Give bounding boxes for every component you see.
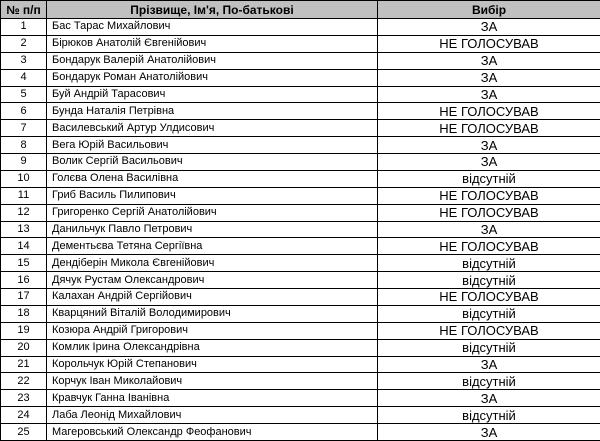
vote-value: НЕ ГОЛОСУВАВ: [378, 35, 600, 52]
row-number: 22: [1, 373, 47, 390]
deputy-name: Василевський Артур Улдисович: [47, 120, 378, 137]
deputy-name: Гриб Василь Пилипович: [47, 187, 378, 204]
row-number: 18: [1, 305, 47, 322]
deputy-name: Калахан Андрій Сергійович: [47, 289, 378, 306]
deputy-name: Козюра Андрій Григорович: [47, 322, 378, 339]
vote-value: НЕ ГОЛОСУВАВ: [378, 187, 600, 204]
deputy-name: Буй Андрій Тарасович: [47, 86, 378, 103]
column-header-number: № п/п: [1, 1, 47, 19]
table-row: [1, 255, 600, 272]
vote-value: ЗА: [378, 52, 600, 69]
row-number: 20: [1, 339, 47, 356]
vote-value: НЕ ГОЛОСУВАВ: [378, 103, 600, 120]
vote-value: відсутній: [378, 305, 600, 322]
table-row: [1, 305, 600, 322]
deputy-name: Бірюков Анатолій Євгенійович: [47, 35, 378, 52]
deputy-name: Вега Юрій Васильович: [47, 137, 378, 154]
table-row: [1, 69, 600, 86]
column-header-vote: Вибір: [378, 1, 600, 19]
column-header-name: Прізвище, Ім'я, По-батькові: [47, 1, 378, 19]
vote-value: НЕ ГОЛОСУВАВ: [378, 120, 600, 137]
deputy-name: Григоренко Сергій Анатолійович: [47, 204, 378, 221]
row-number: 9: [1, 154, 47, 171]
table-row: [1, 407, 600, 424]
row-number: 7: [1, 120, 47, 137]
vote-value: ЗА: [378, 154, 600, 171]
table-row: [1, 120, 600, 137]
deputy-name: Корчук Іван Миколайович: [47, 373, 378, 390]
vote-value: відсутній: [378, 407, 600, 424]
table-row: [1, 238, 600, 255]
header-row: [1, 1, 600, 19]
row-number: 21: [1, 356, 47, 373]
vote-value: відсутній: [378, 339, 600, 356]
table-row: [1, 170, 600, 187]
deputy-name: Бондарук Роман Анатолійович: [47, 69, 378, 86]
table-row: [1, 272, 600, 289]
row-number: 8: [1, 137, 47, 154]
row-number: 3: [1, 52, 47, 69]
vote-value: НЕ ГОЛОСУВАВ: [378, 289, 600, 306]
table-row: [1, 35, 600, 52]
table-row: [1, 221, 600, 238]
deputy-name: Дементьєва Тетяна Сергіївна: [47, 238, 378, 255]
row-number: 25: [1, 424, 47, 441]
table-row: [1, 356, 600, 373]
vote-value: відсутній: [378, 272, 600, 289]
table-row: [1, 204, 600, 221]
vote-value: ЗА: [378, 86, 600, 103]
row-number: 14: [1, 238, 47, 255]
vote-value: ЗА: [378, 137, 600, 154]
row-number: 10: [1, 170, 47, 187]
deputy-name: Бунда Наталія Петрівна: [47, 103, 378, 120]
row-number: 19: [1, 322, 47, 339]
table-body: [1, 19, 600, 441]
table-row: [1, 86, 600, 103]
vote-value: ЗА: [378, 356, 600, 373]
row-number: 2: [1, 35, 47, 52]
vote-value: ЗА: [378, 221, 600, 238]
row-number: 15: [1, 255, 47, 272]
deputy-name: Магеровський Олександр Феофанович: [47, 424, 378, 441]
table-row: [1, 322, 600, 339]
vote-value: НЕ ГОЛОСУВАВ: [378, 204, 600, 221]
table-row: [1, 52, 600, 69]
row-number: 13: [1, 221, 47, 238]
table-row: [1, 154, 600, 171]
table-row: [1, 424, 600, 441]
row-number: 24: [1, 407, 47, 424]
deputy-name: Корольчук Юрій Степанович: [47, 356, 378, 373]
vote-value: відсутній: [378, 255, 600, 272]
table-row: [1, 137, 600, 154]
row-number: 17: [1, 289, 47, 306]
table-row: [1, 187, 600, 204]
deputy-name: Бас Тарас Михайлович: [47, 19, 378, 36]
row-number: 5: [1, 86, 47, 103]
table-row: [1, 339, 600, 356]
vote-value: ЗА: [378, 19, 600, 36]
deputy-name: Данильчук Павло Петрович: [47, 221, 378, 238]
table-row: [1, 289, 600, 306]
deputy-name: Бондарук Валерій Анатолійович: [47, 52, 378, 69]
table-row: [1, 373, 600, 390]
deputy-name: Дендіберін Микола Євгенійович: [47, 255, 378, 272]
table-row: [1, 19, 600, 36]
row-number: 23: [1, 390, 47, 407]
row-number: 12: [1, 204, 47, 221]
vote-value: ЗА: [378, 424, 600, 441]
vote-value: ЗА: [378, 390, 600, 407]
table-row: [1, 390, 600, 407]
row-number: 16: [1, 272, 47, 289]
row-number: 4: [1, 69, 47, 86]
table-row: [1, 103, 600, 120]
deputy-name: Волик Сергій Васильович: [47, 154, 378, 171]
deputy-name: Дячук Рустам Олександрович: [47, 272, 378, 289]
vote-value: НЕ ГОЛОСУВАВ: [378, 238, 600, 255]
row-number: 11: [1, 187, 47, 204]
deputy-name: Лаба Леонід Михайлович: [47, 407, 378, 424]
deputy-name: Комлик Ірина Олександрівна: [47, 339, 378, 356]
vote-value: НЕ ГОЛОСУВАВ: [378, 322, 600, 339]
vote-value: відсутній: [378, 373, 600, 390]
deputy-name: Кварцяний Віталій Володимирович: [47, 305, 378, 322]
vote-value: ЗА: [378, 69, 600, 86]
deputy-name: Кравчук Ганна Іванівна: [47, 390, 378, 407]
vote-value: відсутній: [378, 170, 600, 187]
row-number: 6: [1, 103, 47, 120]
deputy-name: Голєва Олена Василівна: [47, 170, 378, 187]
row-number: 1: [1, 19, 47, 36]
